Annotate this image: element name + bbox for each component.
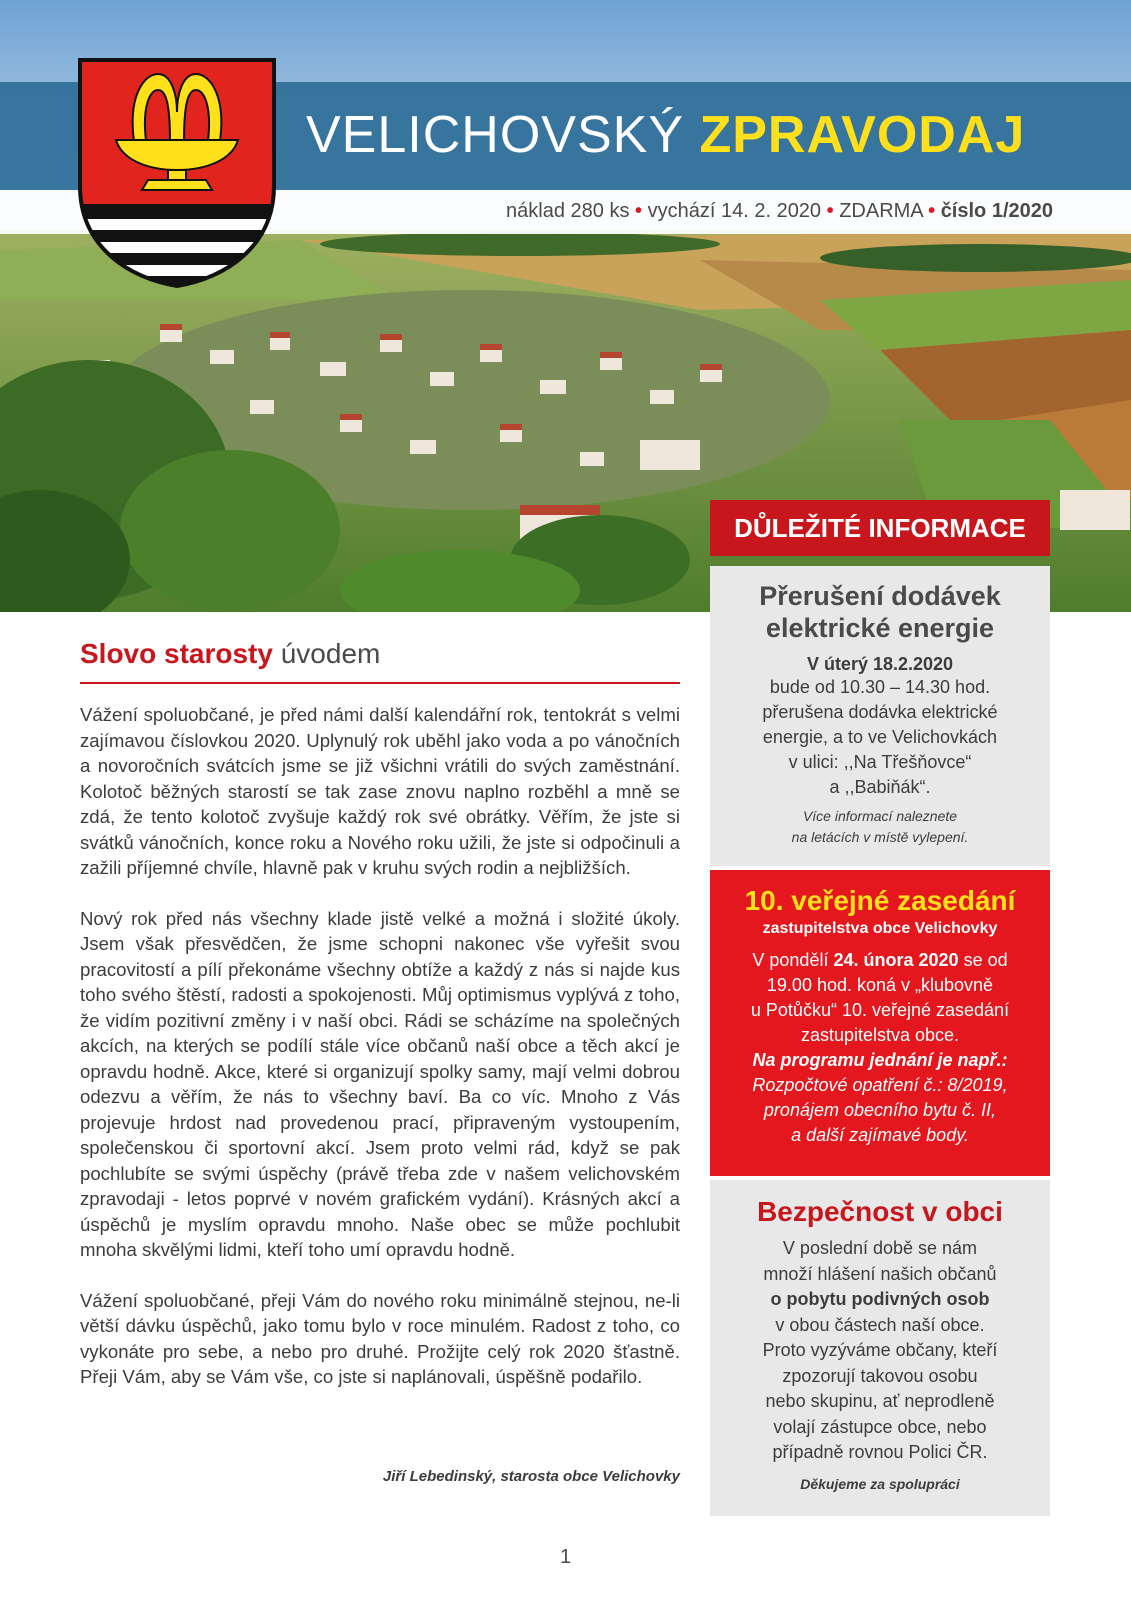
safety-title: Bezpečnost v obci	[757, 1196, 1003, 1227]
article-title-highlight: Slovo starosty	[80, 638, 273, 669]
meeting-date: 24. února 2020	[833, 950, 959, 970]
outage-text-line: v ulici: ,,Na Třešňovce“	[788, 752, 972, 772]
outage-title-line2: elektrické energie	[765, 613, 995, 643]
meeting-text-line: 19.00 hod. koná v „klubovně	[766, 975, 994, 995]
article-paragraph: Nový rok před nás všechny klade jistě velké a možná i složité úkoly. Jsem však přesvědčen, že jsme schopni nakonec vše vyřešit svou pracovitostí a pílí překonáme všechny obtíže a každý z nás si najde kus toho svého štěstí, radosti a spokojenosti. Můj optimismus vyplývá z toho, že vidím pozitivní změny i v naší obci. Rádi se scházíme na společných akcích, na kterých se podílí stále více občanů naší obce a těch akcí je opravdu hodně. Akce, které si organizují spolky samy, mají velmi dobrou odezvu a věřím, že nás to všechny baví. Ba co víc. Mnoho z Vás projevuje hrdost nad provedenou prací, připraveným vystoupením, společenskou či sportovní akcí. Jsem proto velmi rád, když se pak pochlubíte se svými úspěchy (právě třeba zde v našem velichovském zpravodaji - letos poprvé v novém grafickém vydání). Krásných akcí a úspěchů je myslím opravdu mnoho. Naše obec se může pochlubit mnoha skvělými lidmi, kteří toho umí opravdu hodně.	[80, 907, 680, 1260]
outage-text-line: energie, a to ve Velichovkách	[762, 727, 998, 747]
safety-text-line: V poslední době se nám	[782, 1238, 978, 1258]
outage-title-line1: Přerušení dodávek	[759, 581, 1001, 611]
outage-date: V úterý 18.2.2020	[806, 654, 954, 674]
safety-text-line: v obou částech naší obce.	[775, 1314, 985, 1335]
price-free: ZDARMA	[839, 200, 923, 222]
meeting-from: se od	[963, 950, 1008, 970]
page-number: 1	[559, 1546, 572, 1568]
publish-date: vychází 14. 2. 2020	[647, 200, 822, 222]
title-part-zpravodaj: ZPRAVODAJ	[699, 106, 1026, 164]
outage-note-line: Více informací naleznete	[802, 808, 958, 824]
meeting-title: 10. veřejné zasedání	[744, 885, 1016, 916]
meeting-program-item: Rozpočtové opatření č.: 8/2019,	[752, 1075, 1008, 1095]
important-info-heading: DŮLEŽITÉ INFORMACE	[710, 500, 1050, 556]
power-outage-box	[710, 566, 1050, 866]
outage-text-line: a ,,Babiňák“.	[829, 777, 931, 797]
meeting-text-line: u Potůčku“ 10. veřejné zasedání	[750, 1000, 1010, 1020]
safety-text-line: o pobytu podivných osob	[770, 1289, 990, 1309]
article-title-rule	[80, 682, 680, 684]
council-meeting-box	[710, 870, 1050, 1176]
safety-thanks: Děkujeme za spolupráci	[800, 1475, 960, 1492]
safety-text-line: nebo skupinu, ať neprodleně	[765, 1391, 995, 1411]
issue-number: číslo 1/2020	[940, 200, 1053, 222]
newsletter-title	[306, 104, 1025, 166]
safety-text-line: volají zástupce obce, nebo	[773, 1416, 987, 1437]
article-paragraph: Vážení spoluobčané, přeji Vám do nového roku minimálně stejnou, ne-li větší dávku úspěchů, jako tomu bylo v roce minulém. Radost z toho, co vykonáte pro sebe, a nebo pro druhé. Prožijte celý rok 2020 šťastně. Přeji Vám, aby se Vám vše, co jste si naplánovali, úspěšně podařilo.	[80, 1289, 680, 1387]
safety-text-line: případně rovnou Polici ČR.	[772, 1442, 988, 1462]
mayor-article	[80, 636, 680, 1485]
safety-text-line: Proto vyzýváme občany, kteří	[762, 1340, 998, 1360]
meeting-text-line	[710, 948, 1050, 973]
print-run: náklad 280 ks	[506, 200, 630, 222]
bullet-icon: •	[928, 200, 936, 222]
article-signature: Jiří Lebedinský, starosta obce Velichovky	[382, 1468, 680, 1485]
safety-box	[710, 1180, 1050, 1516]
issue-info-line	[506, 200, 1053, 223]
meeting-subtitle: zastupitelstva obce Velichovky	[762, 920, 998, 937]
title-part-velichovsky: VELICHOVSKÝ	[306, 106, 685, 164]
coat-of-arms-logo	[76, 56, 278, 290]
outage-text-line: bude od 10.30 – 14.30 hod.	[769, 677, 991, 697]
bullet-icon: •	[635, 200, 643, 222]
meeting-program-item: pronájem obecního bytu č. II,	[763, 1100, 997, 1120]
article-title-rest: úvodem	[280, 638, 381, 669]
safety-text-line: množí hlášení našich občanů	[763, 1263, 997, 1284]
article-body	[80, 702, 680, 1390]
meeting-program-item: a další zajímavé body.	[791, 1125, 969, 1145]
safety-text-line: zpozorují takovou osobu	[782, 1365, 978, 1386]
outage-text-line: přerušena dodávka elektrické	[762, 702, 998, 722]
meeting-day: V pondělí	[752, 950, 829, 970]
article-title	[80, 636, 680, 672]
outage-note	[710, 806, 1050, 848]
meeting-text-line: zastupitelstva obce.	[800, 1025, 960, 1045]
article-paragraph: Vážení spoluobčané, je před námi další kalendářní rok, tentokrát s velmi zajímavou číslovkou 2020. Uplynulý rok uběhl jako voda a po vánočních a novoročních svátcích jsme se již všichni vrátili do svých zaměstnání. Kolotoč běžných starostí se tak zase znovu naplno rozběhl a mně se zdá, že tento kolotoč zvyšuje každý rok své obrátky. Věřím, že jste si svátků vánočních, konce roku a Nového roku užili, že jste si odpočinuli a zažili příjemné chvíle, hlavně pak v kruhu svých rodin a nejbližších.	[80, 704, 680, 878]
meeting-program-heading: Na programu jednání je např.:	[752, 1050, 1008, 1070]
bullet-icon: •	[826, 200, 834, 222]
outage-note-line: na letácích v místě vylepení.	[791, 829, 969, 845]
